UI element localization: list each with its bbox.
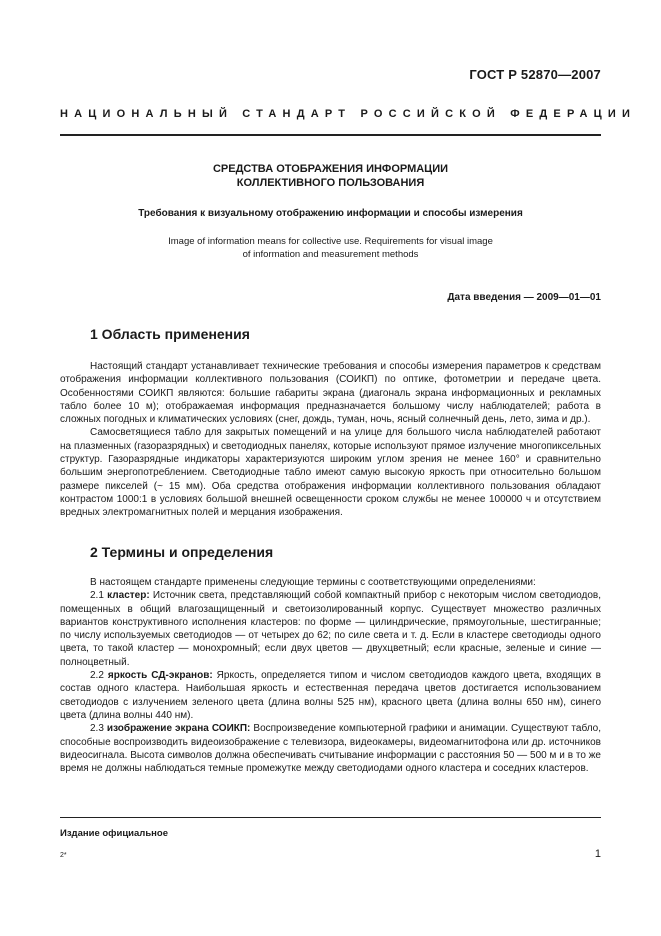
term-2-1-term: кластер:	[107, 590, 150, 602]
official-edition-label: Издание официальное	[60, 828, 168, 839]
term-2-3	[60, 722, 601, 775]
document-number: ГОСТ Р 52870—2007	[469, 67, 601, 82]
title-en	[60, 235, 601, 261]
introduction-date: Дата введения — 2009—01—01	[447, 292, 601, 303]
section-1-body	[60, 360, 601, 520]
title-ru-line2: КОЛЛЕКТИВНОГО ПОЛЬЗОВАНИЯ	[236, 177, 425, 189]
term-2-2-number: 2.2	[90, 670, 104, 682]
subtitle-ru: Требования к визуальному отображению информации и способы измерения	[138, 208, 523, 219]
section-1-paragraph-2: Самосветящиеся табло для закрытых помещений и на улице для большого числа наблюдателей работают на плазменных (газоразрядных) и светодиодных панелях, которые используют прямое излучение многопиксельных структур. Газоразрядные индикаторы характеризуются широким углом зрения не менее 160° и сравнительно большим энергопотреблением. Светодиодные табло имеют самую высокую яркость при относительно большом размере пикселей (~ 15 мм). Оба средства отображения информации коллективного пользования обладают контрастом 1000:1 в условиях большой внешней освещенности сроком службы не менее 100000 ч и отсутствием вредных электромагнитных полей и мерцания изображения.	[60, 427, 601, 519]
national-standard-banner: НАЦИОНАЛЬНЫЙ СТАНДАРТ РОССИЙСКОЙ ФЕДЕРАЦИИ	[60, 108, 637, 120]
term-2-1-definition: Источник света, представляющий собой компактный прибор с некоторым числом светодиодов, помещенных в общий влагозащищенный и светоизолированный корпус. Существует множество различных вариантов конструктивного исполнения кластеров: по форме — цилиндрические, прямоугольные, шестигранные; по числу используемых светодиодов — от четырех до 62; по силе света и т. д. Если в кластере светодиоды одного цвета, то такой кластер — монохромный; если двух цветов — двухцветный; если красные, зеленые и синие — полноцветный.	[60, 590, 602, 668]
bottom-divider	[60, 817, 601, 818]
title-en-line2: of information and measurement methods	[242, 249, 419, 260]
section-2-heading: 2 Термины и определения	[90, 544, 274, 560]
section-1-paragraph-1: Настоящий стандарт устанавливает технические требования и способы измерения параметров к средствам отображения информации коллективного пользования (СОИКП) по оптике, фотометрии и передаче цвета. Особенностями СОИКП являются: большие габариты экрана (диагональ экрана информационных и рекламных табло более 10 м); отображаемая информация предназначается большому числу наблюдателей; работа в сложных погодных и климатических условиях (снег, дождь, туман, ночь, ясный солнечный день, лето, зима и др.).	[60, 361, 601, 426]
title-ru-line1: СРЕДСТВА ОТОБРАЖЕНИЯ ИНФОРМАЦИИ	[212, 163, 449, 175]
term-2-3-number: 2.3	[90, 723, 104, 735]
term-2-3-term: изображение экрана СОИКП:	[106, 723, 251, 735]
top-divider	[60, 134, 601, 136]
section-2-intro: В настоящем стандарте применены следующие термины с соответствующими определениями:	[90, 577, 536, 588]
page-number: 1	[594, 848, 601, 860]
footer-mark: 2*	[60, 852, 67, 859]
term-2-1	[60, 589, 601, 669]
term-2-3-definition: Воспроизведение компьютерной графики и анимации. Существуют табло, способные воспроизводить видеоизображение с телевизора, видеокамеры, видеомагнитофона или др. источников видеосигнала. Высота символов должна обеспечивать считывание информации с расстояния 50 — 500 м и в то же время не должны наблюдаться темные промежутке между светодиодами одного кластера и соседних кластеров.	[60, 723, 602, 775]
term-2-2	[60, 669, 601, 722]
term-2-2-term: яркость СД-экранов:	[107, 670, 213, 682]
term-2-1-number: 2.1	[90, 590, 104, 602]
term-2-2-definition: Яркость, определяется типом и числом светодиодов каждого цвета, входящих в состав одного кластера. Наибольшая яркость и естественная передача цветов достигается использованием светодиодов с излучением зеленого цвета (длина волны 525 нм), красного цвета (длина волны 650 нм), синего цвета (длина волны 440 нм).	[60, 670, 601, 721]
title-block	[60, 162, 601, 261]
section-1-heading: 1 Область применения	[90, 326, 250, 342]
title-en-line1: Image of information means for collective use. Requirements for visual image	[168, 236, 493, 247]
title-ru	[60, 162, 601, 190]
section-2-body	[60, 576, 601, 775]
